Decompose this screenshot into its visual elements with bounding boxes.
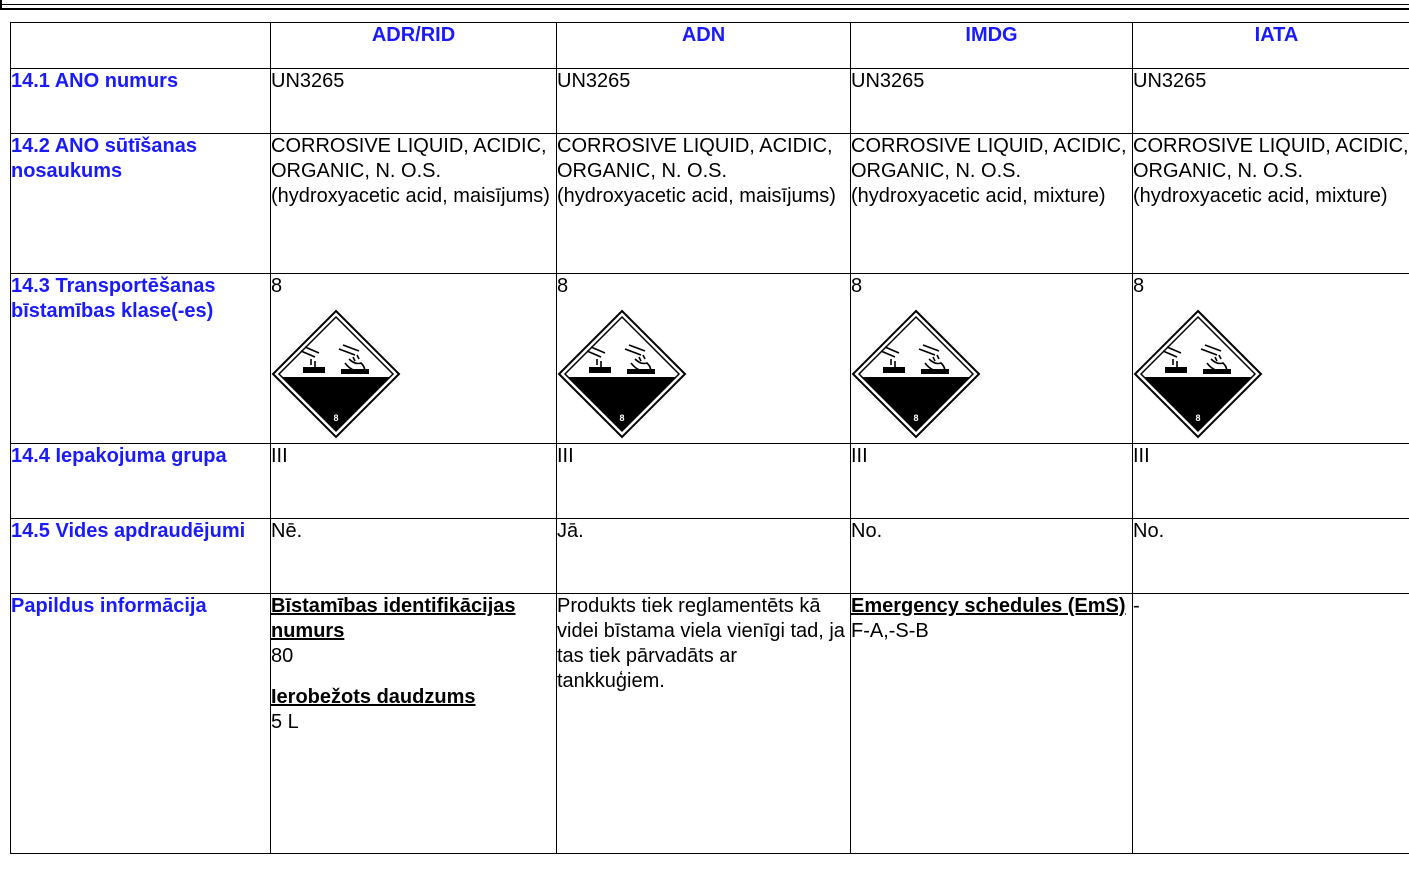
cell-adr-additional-info (271, 594, 557, 854)
row-label-environmental-hazards: 14.5 Vides apdraudējumi (11, 519, 271, 594)
hazard-id-value: 80 (271, 645, 294, 667)
hazard-class-number: 8 (333, 413, 339, 423)
cell-adn-packing-group: III (557, 444, 851, 519)
cell-adr-packing-group: III (271, 444, 557, 519)
row-label-additional-info: Papildus informācija (11, 594, 271, 854)
hazard-class-value: 8 (1133, 275, 1145, 297)
hazard-class-number: 8 (619, 413, 625, 423)
cell-adr-hazard-class (271, 274, 557, 444)
row-hazard-class (11, 274, 1409, 444)
cell-adn-environmental: Jā. (557, 519, 851, 594)
cell-iata-hazard-class (1133, 274, 1409, 444)
cell-adr-shipping-name: CORROSIVE LIQUID, ACIDIC, ORGANIC, N. O.S. (hydroxyacetic acid, maisījums) (271, 134, 557, 274)
cell-imdg-un-number: UN3265 (851, 69, 1133, 134)
hazard-class-value: 8 (851, 275, 863, 297)
corrosive-hazard-diamond-icon (557, 309, 687, 439)
row-environmental-hazards (11, 519, 1409, 594)
corrosive-hazard-diamond-icon (1133, 309, 1263, 439)
hazard-id-block (271, 594, 556, 669)
row-shipping-name (11, 134, 1409, 274)
cell-imdg-additional-info (851, 594, 1133, 854)
cell-adr-environmental: Nē. (271, 519, 557, 594)
cell-adn-shipping-name: CORROSIVE LIQUID, ACIDIC, ORGANIC, N. O.S. (hydroxyacetic acid, maisījums) (557, 134, 851, 274)
corner-header (11, 23, 271, 69)
cell-adn-hazard-class (557, 274, 851, 444)
column-header-iata: IATA (1133, 23, 1409, 69)
cell-iata-packing-group: III (1133, 444, 1409, 519)
corrosive-hazard-diamond-icon (851, 309, 981, 439)
row-label-packing-group: 14.4 Iepakojuma grupa (11, 444, 271, 519)
row-label-hazard-class: 14.3 Transportēšanas bīstamības klase(-es) (11, 274, 271, 444)
hazard-class-number: 8 (1195, 413, 1201, 423)
row-packing-group (11, 444, 1409, 519)
hazard-class-value: 8 (557, 275, 569, 297)
row-additional-info (11, 594, 1409, 854)
column-header-adn: ADN (557, 23, 851, 69)
cell-iata-additional-info: - (1133, 594, 1409, 854)
cell-iata-un-number: UN3265 (1133, 69, 1409, 134)
hazard-class-value: 8 (271, 275, 283, 297)
row-label-shipping-name: 14.2 ANO sūtīšanas nosaukums (11, 134, 271, 274)
cell-iata-environmental: No. (1133, 519, 1409, 594)
ems-title: Emergency schedules (EmS) (851, 595, 1126, 617)
cell-adn-additional-info: Produkts tiek reglamentēts kā videi bīstama viela vienīgi tad, ja tas tiek pārvadāts ar tankkuģiem. (557, 594, 851, 854)
ems-value: F-A,-S-B (851, 620, 929, 642)
hazard-class-number: 8 (913, 413, 919, 423)
cell-adr-un-number: UN3265 (271, 69, 557, 134)
top-frame-border (0, 0, 1409, 10)
limited-quantity-title: Ierobežots daudzums (271, 686, 476, 708)
header-row (11, 23, 1409, 69)
cell-imdg-hazard-class (851, 274, 1133, 444)
limited-quantity-value: 5 L (271, 711, 299, 733)
row-un-number (11, 69, 1409, 134)
column-header-adr-rid: ADR/RID (271, 23, 557, 69)
corrosive-hazard-diamond-icon (271, 309, 401, 439)
limited-quantity-block (271, 685, 556, 735)
cell-imdg-environmental: No. (851, 519, 1133, 594)
cell-imdg-shipping-name: CORROSIVE LIQUID, ACIDIC, ORGANIC, N. O.S. (hydroxyacetic acid, mixture) (851, 134, 1133, 274)
row-label-un-number: 14.1 ANO numurs (11, 69, 271, 134)
top-frame-left-edge (0, 0, 2, 10)
cell-iata-shipping-name: CORROSIVE LIQUID, ACIDIC, ORGANIC, N. O.S. (hydroxyacetic acid, mixture) (1133, 134, 1409, 274)
hazard-id-title: Bīstamības identifikācijas numurs (271, 595, 516, 642)
cell-adn-un-number: UN3265 (557, 69, 851, 134)
cell-imdg-packing-group: III (851, 444, 1133, 519)
column-header-imdg: IMDG (851, 23, 1133, 69)
transport-info-table (10, 22, 1409, 854)
